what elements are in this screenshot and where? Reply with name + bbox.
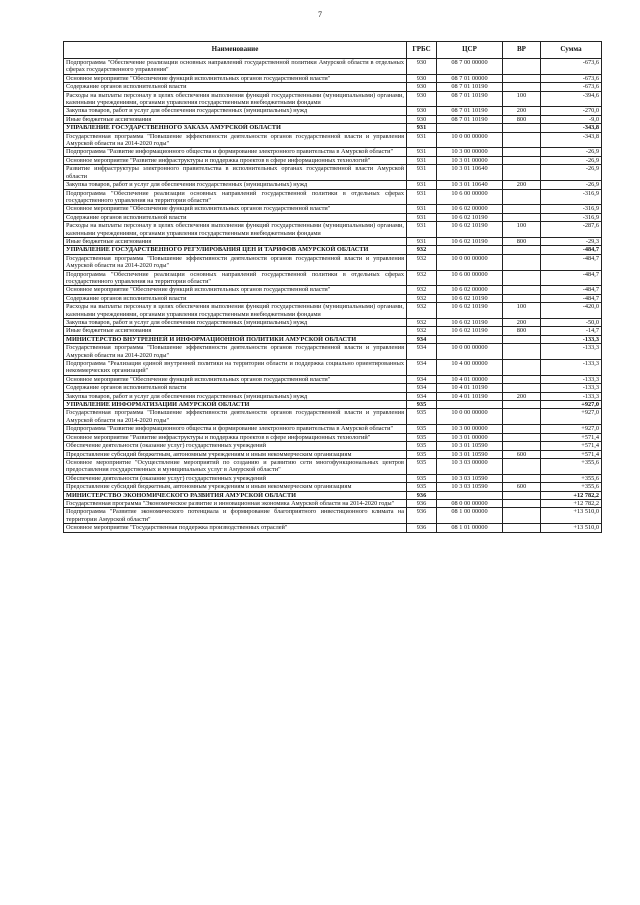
row-vr xyxy=(503,156,541,164)
table-row xyxy=(64,270,602,286)
row-name: Подпрограмма "Реализация единой внутренней политики на территории области и поддержка социально ориентированных некоммерческих организаций" xyxy=(64,360,407,376)
row-vr: 200 xyxy=(503,319,541,327)
row-vr: 100 xyxy=(503,91,541,107)
table-row xyxy=(64,409,602,425)
table-row xyxy=(64,450,602,458)
row-sum: -343,8 xyxy=(541,132,602,148)
row-csr: 08 7 00 00000 xyxy=(437,59,503,75)
row-csr: 08 7 01 10190 xyxy=(437,91,503,107)
row-sum: -673,6 xyxy=(541,74,602,82)
table-row xyxy=(64,360,602,376)
table-row xyxy=(64,335,602,343)
row-name: Подпрограмма "Обеспечение реализации основных направлений государственной политики в отдельных сферах государственного управления на территории области" xyxy=(64,270,407,286)
row-name: Расходы на выплаты персоналу в целях обеспечения выполнения функций государственными (муниципальными) органами, казенными учреждениями, органами управления государственными внебюджетными фондами xyxy=(64,222,407,238)
row-csr: 10 6 02 10190 xyxy=(437,303,503,319)
row-vr xyxy=(503,270,541,286)
row-name: Государственная программа "Повышение эффективности деятельности органов государственной власти и управления Амурской области на 2014-2020 годы" xyxy=(64,254,407,270)
table-row xyxy=(64,524,602,532)
row-vr xyxy=(503,189,541,205)
row-vr: 200 xyxy=(503,107,541,115)
table-row xyxy=(64,508,602,524)
row-csr: 10 3 01 10640 xyxy=(437,165,503,181)
row-grbs: 931 xyxy=(407,213,437,221)
row-name: Основное мероприятие "Развитие инфраструктуры и поддержка проектов в сфере информационных технологий" xyxy=(64,156,407,164)
row-name: Основное мероприятие "Осуществление мероприятий по созданию и развитию сети многофункциональных центров предоставления государственных и муниципальных услуг в Амурской области" xyxy=(64,458,407,474)
row-csr: 10 3 00 00000 xyxy=(437,148,503,156)
row-csr: 10 0 00 00000 xyxy=(437,254,503,270)
table-row xyxy=(64,384,602,392)
row-csr: 10 4 01 00000 xyxy=(437,375,503,383)
row-vr xyxy=(503,213,541,221)
row-grbs: 935 xyxy=(407,409,437,425)
row-grbs: 936 xyxy=(407,491,437,499)
table-row xyxy=(64,286,602,294)
table-row xyxy=(64,401,602,409)
row-grbs: 936 xyxy=(407,499,437,507)
table-row xyxy=(64,181,602,189)
table-row xyxy=(64,213,602,221)
table-row xyxy=(64,303,602,319)
row-vr xyxy=(503,425,541,433)
row-csr: 10 6 02 00000 xyxy=(437,286,503,294)
row-sum: +571,4 xyxy=(541,433,602,441)
row-grbs: 935 xyxy=(407,442,437,450)
row-grbs: 931 xyxy=(407,237,437,245)
row-csr: 10 0 00 00000 xyxy=(437,344,503,360)
row-csr: 08 7 01 10190 xyxy=(437,115,503,123)
row-grbs: 934 xyxy=(407,375,437,383)
row-name: Обеспечение деятельности (оказание услуг) государственных учреждений xyxy=(64,442,407,450)
budget-table xyxy=(63,41,602,533)
row-csr: 10 3 01 10590 xyxy=(437,450,503,458)
row-grbs: 931 xyxy=(407,156,437,164)
row-name: Закупка товаров, работ и услуг для обеспечения государственных (муниципальных) нужд xyxy=(64,181,407,189)
row-grbs: 930 xyxy=(407,83,437,91)
row-vr xyxy=(503,401,541,409)
row-name: Государственная программа "Повышение эффективности деятельности органов государственной власти и управления Амурской области на 2014-2020 годы" xyxy=(64,409,407,425)
row-name: Содержание органов исполнительной власти xyxy=(64,213,407,221)
row-vr xyxy=(503,458,541,474)
row-csr: 08 1 00 00000 xyxy=(437,508,503,524)
header-name: Наименование xyxy=(64,42,407,59)
row-sum: -316,9 xyxy=(541,213,602,221)
table-row xyxy=(64,425,602,433)
table-row xyxy=(64,474,602,482)
row-grbs: 931 xyxy=(407,124,437,132)
row-grbs: 934 xyxy=(407,344,437,360)
row-sum: -26,9 xyxy=(541,165,602,181)
row-name: Содержание органов исполнительной власти xyxy=(64,294,407,302)
row-sum: -420,0 xyxy=(541,303,602,319)
row-sum: +927,0 xyxy=(541,409,602,425)
row-sum: +13 510,0 xyxy=(541,508,602,524)
row-csr: 10 6 00 00000 xyxy=(437,270,503,286)
row-csr: 10 3 03 10590 xyxy=(437,474,503,482)
row-csr: 10 6 02 10190 xyxy=(437,213,503,221)
row-csr: 10 3 01 10640 xyxy=(437,181,503,189)
row-grbs: 931 xyxy=(407,148,437,156)
table-row xyxy=(64,237,602,245)
row-csr: 10 3 03 00000 xyxy=(437,458,503,474)
row-grbs: 935 xyxy=(407,401,437,409)
row-sum: +927,0 xyxy=(541,425,602,433)
table-row xyxy=(64,107,602,115)
row-grbs: 932 xyxy=(407,286,437,294)
row-name: Предоставление субсидий бюджетным, автономным учреждениям и иным некоммерческим организациям xyxy=(64,483,407,491)
row-vr xyxy=(503,409,541,425)
row-grbs: 935 xyxy=(407,483,437,491)
row-name: Подпрограмма "Обеспечение реализации основных направлений государственной политики Амурской области в отдельных сферах государственного управления" xyxy=(64,59,407,75)
row-vr xyxy=(503,254,541,270)
table-row xyxy=(64,59,602,75)
row-grbs: 932 xyxy=(407,319,437,327)
table-row xyxy=(64,91,602,107)
row-name: Обеспечение деятельности (оказание услуг) государственных учреждений xyxy=(64,474,407,482)
table-row xyxy=(64,124,602,132)
row-sum: -343,8 xyxy=(541,124,602,132)
table-row xyxy=(64,246,602,254)
row-vr xyxy=(503,360,541,376)
row-sum: -673,6 xyxy=(541,83,602,91)
row-vr: 800 xyxy=(503,327,541,335)
header-vr: ВР xyxy=(503,42,541,59)
row-grbs: 931 xyxy=(407,132,437,148)
table-row xyxy=(64,433,602,441)
table-row xyxy=(64,483,602,491)
row-vr xyxy=(503,433,541,441)
row-sum: -9,0 xyxy=(541,115,602,123)
row-name: Иные бюджетные ассигнования xyxy=(64,115,407,123)
row-vr xyxy=(503,148,541,156)
table-row xyxy=(64,327,602,335)
table-row xyxy=(64,156,602,164)
row-name: Подпрограмма "Развитие информационного общества и формирование электронного правительства в Амурской области" xyxy=(64,425,407,433)
row-grbs: 935 xyxy=(407,425,437,433)
row-vr xyxy=(503,375,541,383)
row-csr: 10 3 01 00000 xyxy=(437,433,503,441)
row-sum: +571,4 xyxy=(541,442,602,450)
row-sum: +12 782,2 xyxy=(541,491,602,499)
table-row xyxy=(64,458,602,474)
row-csr: 10 6 02 10190 xyxy=(437,222,503,238)
row-grbs: 932 xyxy=(407,254,437,270)
table-row xyxy=(64,115,602,123)
table-row xyxy=(64,222,602,238)
row-name: Иные бюджетные ассигнования xyxy=(64,327,407,335)
row-name: Подпрограмма "Развитие информационного общества и формирование электронного правительства в Амурской области" xyxy=(64,148,407,156)
row-csr: 08 7 01 10190 xyxy=(437,107,503,115)
row-vr xyxy=(503,74,541,82)
row-name: Содержание органов исполнительной власти xyxy=(64,83,407,91)
table-row xyxy=(64,392,602,400)
row-name: Иные бюджетные ассигнования xyxy=(64,237,407,245)
row-csr: 08 0 00 00000 xyxy=(437,499,503,507)
row-sum: +355,6 xyxy=(541,483,602,491)
table-row xyxy=(64,165,602,181)
row-sum: +355,6 xyxy=(541,458,602,474)
row-name: Основное мероприятие "Обеспечение функций исполнительных органов государственной власти" xyxy=(64,375,407,383)
row-name: Закупка товаров, работ и услуг для обеспечения государственных (муниципальных) нужд xyxy=(64,392,407,400)
row-csr xyxy=(437,491,503,499)
row-grbs: 932 xyxy=(407,303,437,319)
row-sum: -26,9 xyxy=(541,156,602,164)
row-sum: -673,6 xyxy=(541,59,602,75)
row-grbs: 931 xyxy=(407,205,437,213)
table-row xyxy=(64,499,602,507)
row-csr: 10 0 00 00000 xyxy=(437,409,503,425)
row-grbs: 932 xyxy=(407,327,437,335)
row-csr: 10 4 01 10190 xyxy=(437,392,503,400)
row-sum: -133,3 xyxy=(541,392,602,400)
header-sum: Сумма xyxy=(541,42,602,59)
table-header-row xyxy=(64,42,602,59)
row-vr: 800 xyxy=(503,115,541,123)
row-grbs: 930 xyxy=(407,74,437,82)
row-sum: -484,7 xyxy=(541,270,602,286)
page-number: 7 xyxy=(318,10,322,19)
row-grbs: 936 xyxy=(407,524,437,532)
row-grbs: 932 xyxy=(407,246,437,254)
row-sum: -14,7 xyxy=(541,327,602,335)
row-name: МИНИСТЕРСТВО ВНУТРЕННЕЙ И ИНФОРМАЦИОННОЙ ПОЛИТИКИ АМУРСКОЙ ОБЛАСТИ xyxy=(64,335,407,343)
row-name: МИНИСТЕРСТВО ЭКОНОМИЧЕСКОГО РАЗВИТИЯ АМУРСКОЙ ОБЛАСТИ xyxy=(64,491,407,499)
row-vr: 200 xyxy=(503,181,541,189)
row-grbs: 934 xyxy=(407,360,437,376)
row-csr xyxy=(437,246,503,254)
row-sum: -50,0 xyxy=(541,319,602,327)
row-vr xyxy=(503,384,541,392)
row-grbs: 931 xyxy=(407,181,437,189)
row-sum: -484,7 xyxy=(541,286,602,294)
row-vr xyxy=(503,286,541,294)
row-name: Государственная программа "Повышение эффективности деятельности органов государственной власти и управления Амурской области на 2014-2020 годы" xyxy=(64,132,407,148)
row-grbs: 934 xyxy=(407,384,437,392)
row-vr xyxy=(503,205,541,213)
row-name: УПРАВЛЕНИЕ ГОСУДАРСТВЕННОГО ЗАКАЗА АМУРСКОЙ ОБЛАСТИ xyxy=(64,124,407,132)
row-vr: 100 xyxy=(503,303,541,319)
row-vr xyxy=(503,508,541,524)
header-csr: ЦСР xyxy=(437,42,503,59)
row-sum: -26,9 xyxy=(541,148,602,156)
row-grbs: 932 xyxy=(407,270,437,286)
row-vr xyxy=(503,83,541,91)
row-grbs: 935 xyxy=(407,458,437,474)
row-name: Государственная программа "Экономическое развитие и инновационная экономика Амурской области на 2014-2020 годы" xyxy=(64,499,407,507)
table-row xyxy=(64,375,602,383)
row-grbs: 935 xyxy=(407,450,437,458)
row-name: Подпрограмма "Развитие экономического потенциала и формирование благоприятного инвестиционного климата на территории Амурской области" xyxy=(64,508,407,524)
row-sum: +13 510,0 xyxy=(541,524,602,532)
row-vr: 100 xyxy=(503,222,541,238)
row-vr: 600 xyxy=(503,450,541,458)
row-grbs: 930 xyxy=(407,91,437,107)
row-name: УПРАВЛЕНИЕ ГОСУДАРСТВЕННОГО РЕГУЛИРОВАНИЯ ЦЕН И ТАРИФОВ АМУРСКОЙ ОБЛАСТИ xyxy=(64,246,407,254)
row-csr: 08 1 01 00000 xyxy=(437,524,503,532)
row-name: Закупка товаров, работ и услуг для обеспечения государственных (муниципальных) нужд xyxy=(64,319,407,327)
row-grbs: 934 xyxy=(407,335,437,343)
row-vr xyxy=(503,335,541,343)
row-vr xyxy=(503,59,541,75)
row-csr xyxy=(437,124,503,132)
row-csr: 10 3 01 00000 xyxy=(437,156,503,164)
row-name: УПРАВЛЕНИЕ ИНФОРМАТИЗАЦИИ АМУРСКОЙ ОБЛАСТИ xyxy=(64,401,407,409)
table-row xyxy=(64,254,602,270)
table-row xyxy=(64,344,602,360)
row-grbs: 936 xyxy=(407,508,437,524)
row-sum: -484,7 xyxy=(541,246,602,254)
row-sum: -484,7 xyxy=(541,294,602,302)
row-vr: 200 xyxy=(503,392,541,400)
row-grbs: 930 xyxy=(407,115,437,123)
row-name: Основное мероприятие "Обеспечение функций исполнительных органов государственной власти" xyxy=(64,205,407,213)
table-row xyxy=(64,442,602,450)
row-sum: -26,9 xyxy=(541,181,602,189)
row-name: Расходы на выплаты персоналу в целях обеспечения выполнения функций государственными (муниципальными) органами, казенными учреждениями, органами управления государственными внебюджетными фондами xyxy=(64,303,407,319)
row-sum: -484,7 xyxy=(541,254,602,270)
table-row xyxy=(64,294,602,302)
row-name: Основное мероприятие "Обеспечение функций исполнительных органов государственной власти" xyxy=(64,74,407,82)
row-sum: -133,3 xyxy=(541,344,602,360)
row-grbs: 931 xyxy=(407,189,437,205)
row-grbs: 931 xyxy=(407,165,437,181)
row-vr xyxy=(503,132,541,148)
row-vr xyxy=(503,499,541,507)
row-vr: 800 xyxy=(503,237,541,245)
row-sum: -29,3 xyxy=(541,237,602,245)
row-csr: 10 4 00 00000 xyxy=(437,360,503,376)
table-row xyxy=(64,83,602,91)
table-row xyxy=(64,189,602,205)
row-csr: 10 6 02 10190 xyxy=(437,237,503,245)
row-vr xyxy=(503,124,541,132)
row-sum: -133,3 xyxy=(541,375,602,383)
row-grbs: 930 xyxy=(407,59,437,75)
row-name: Развитие инфраструктуры электронного правительства в исполнительных органах государственной власти Амурской области xyxy=(64,165,407,181)
row-sum: -316,9 xyxy=(541,205,602,213)
row-sum: -270,0 xyxy=(541,107,602,115)
row-vr: 600 xyxy=(503,483,541,491)
row-grbs: 931 xyxy=(407,222,437,238)
row-name: Предоставление субсидий бюджетным, автономным учреждениям и иным некоммерческим организациям xyxy=(64,450,407,458)
row-csr: 10 6 02 10190 xyxy=(437,327,503,335)
row-csr: 10 3 01 10590 xyxy=(437,442,503,450)
row-sum: -133,3 xyxy=(541,384,602,392)
row-csr: 10 6 02 00000 xyxy=(437,205,503,213)
table-row xyxy=(64,132,602,148)
row-vr xyxy=(503,491,541,499)
row-csr: 10 6 00 00000 xyxy=(437,189,503,205)
table-row xyxy=(64,491,602,499)
row-sum: -316,9 xyxy=(541,189,602,205)
row-vr xyxy=(503,474,541,482)
row-csr: 10 6 02 10190 xyxy=(437,294,503,302)
row-vr xyxy=(503,165,541,181)
row-csr: 10 4 01 10190 xyxy=(437,384,503,392)
row-name: Закупка товаров, работ и услуг для обеспечения государственных (муниципальных) нужд xyxy=(64,107,407,115)
row-sum: +355,6 xyxy=(541,474,602,482)
table-row xyxy=(64,74,602,82)
row-grbs: 935 xyxy=(407,474,437,482)
row-vr xyxy=(503,442,541,450)
row-csr: 10 3 00 00000 xyxy=(437,425,503,433)
row-grbs: 930 xyxy=(407,107,437,115)
row-grbs: 934 xyxy=(407,392,437,400)
row-name: Государственная программа "Повышение эффективности деятельности органов государственной власти и управления Амурской области на 2014-2020 годы" xyxy=(64,344,407,360)
row-csr: 08 7 01 00000 xyxy=(437,74,503,82)
row-csr xyxy=(437,335,503,343)
row-csr: 10 3 03 10590 xyxy=(437,483,503,491)
row-name: Основное мероприятие "Развитие инфраструктуры и поддержка проектов в сфере информационных технологий" xyxy=(64,433,407,441)
row-csr xyxy=(437,401,503,409)
row-name: Расходы на выплаты персоналу в целях обеспечения выполнения функций государственными (муниципальными) органами, казенными учреждениями, органами управления государственными внебюджетными фондами xyxy=(64,91,407,107)
row-csr: 10 6 02 10190 xyxy=(437,319,503,327)
row-sum: -394,6 xyxy=(541,91,602,107)
row-name: Содержание органов исполнительной власти xyxy=(64,384,407,392)
row-sum: +571,4 xyxy=(541,450,602,458)
row-sum: -133,3 xyxy=(541,360,602,376)
row-sum: -133,3 xyxy=(541,335,602,343)
row-grbs: 935 xyxy=(407,433,437,441)
row-sum: -287,6 xyxy=(541,222,602,238)
row-sum: +12 782,2 xyxy=(541,499,602,507)
header-grbs: ГРБС xyxy=(407,42,437,59)
row-csr: 08 7 01 10190 xyxy=(437,83,503,91)
row-vr xyxy=(503,246,541,254)
table-row xyxy=(64,319,602,327)
row-name: Основное мероприятие "Государственная поддержка производственных отраслей" xyxy=(64,524,407,532)
table-row xyxy=(64,205,602,213)
row-sum: +927,0 xyxy=(541,401,602,409)
row-name: Подпрограмма "Обеспечение реализации основных направлений государственной политики в отдельных сферах государственного управления на территории области" xyxy=(64,189,407,205)
row-vr xyxy=(503,524,541,532)
row-name: Основное мероприятие "Обеспечение функций исполнительных органов государственной власти" xyxy=(64,286,407,294)
table-row xyxy=(64,148,602,156)
row-csr: 10 0 00 00000 xyxy=(437,132,503,148)
row-vr xyxy=(503,294,541,302)
row-grbs: 932 xyxy=(407,294,437,302)
row-vr xyxy=(503,344,541,360)
